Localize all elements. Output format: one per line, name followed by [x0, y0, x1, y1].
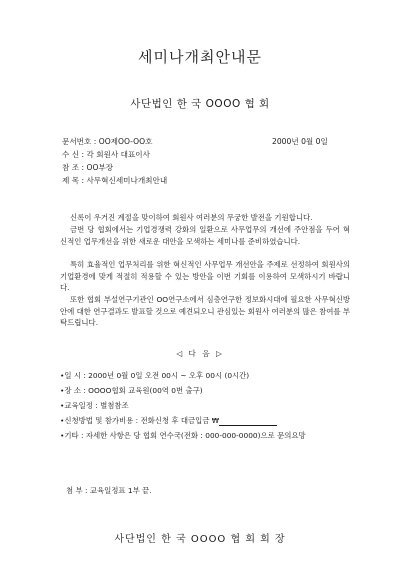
detail-schedule: •교육일정 : 별첨참조: [60, 401, 129, 410]
fee-blank-line: [219, 417, 277, 426]
detail-datetime: •일 시 : 2000년 0월 0일 오전 00시 ~ 오후 00시 (0시간): [60, 371, 250, 380]
section-label-details: ◁ 다 음 ▷: [176, 349, 224, 358]
detail-application: [60, 415, 277, 426]
recipient: 수 신 : 각 회원사 대표이사: [62, 150, 150, 159]
doc-number: 문서번호 : OO제OO-OO호: [62, 137, 153, 146]
detail-other: •기타 : 자세한 사항은 당 협회 연수국(전화 : 000-000-0000)으로 문의요망: [60, 431, 306, 440]
paragraph-seminar-intro: 금번 당 협회에서는 기업경쟁력 강화의 일환으로 사무업무의 개선에 주안점을 두어 혁신적인 업무개선을 위한 새로운 대안을 모색하는 세미나를 준비하였습니다.: [60, 225, 350, 246]
paragraph-purpose: 특히 효율적인 업무처리를 위한 혁신적인 사무업무 개선안을 주제로 선정하여 회원사의 기업환경에 맞게 적절히 적용할 수 있는 방안을 이번 기회를 이용하여 모색하시기 바랍니다.: [60, 260, 350, 293]
footer-signature: 사단법인 한 국 OOOO 협 회 회 장: [114, 534, 286, 545]
reference: 참 조 : OO부장: [62, 163, 114, 172]
document-title: 세미나개최안내문: [138, 48, 262, 66]
doc-date: 2000년 0월 0일: [272, 137, 328, 146]
subject: 제 목 : 사무혁신세미나개최안내: [62, 176, 168, 185]
detail-location: •장 소 : OOOO협회 교육원(00역 0번 출구): [60, 386, 203, 395]
attachment-line: 첨 부 : 교육일정표 1부 끝.: [66, 486, 152, 495]
paragraph-invitation: 또한 협회 부설연구기관인 OO연구소에서 심층연구한 정보화시대에 필요한 사무혁신방안에 대한 연구결과도 발표할 것으로 예견되오니 관심있는 회원사 여러분의 많은 참여를 부탁드립니다.: [60, 295, 351, 328]
association-name: 사단법인 한 국 OOOO 협 회: [130, 98, 270, 110]
paragraph-greeting: 신록이 우거진 계절을 맞이하여 회원사 여러분의 무궁한 발전을 기원합니다.: [70, 213, 313, 222]
application-text: •신청방법 및 참가비용 : 전화신청 후 대금입금 ₩: [60, 416, 220, 425]
